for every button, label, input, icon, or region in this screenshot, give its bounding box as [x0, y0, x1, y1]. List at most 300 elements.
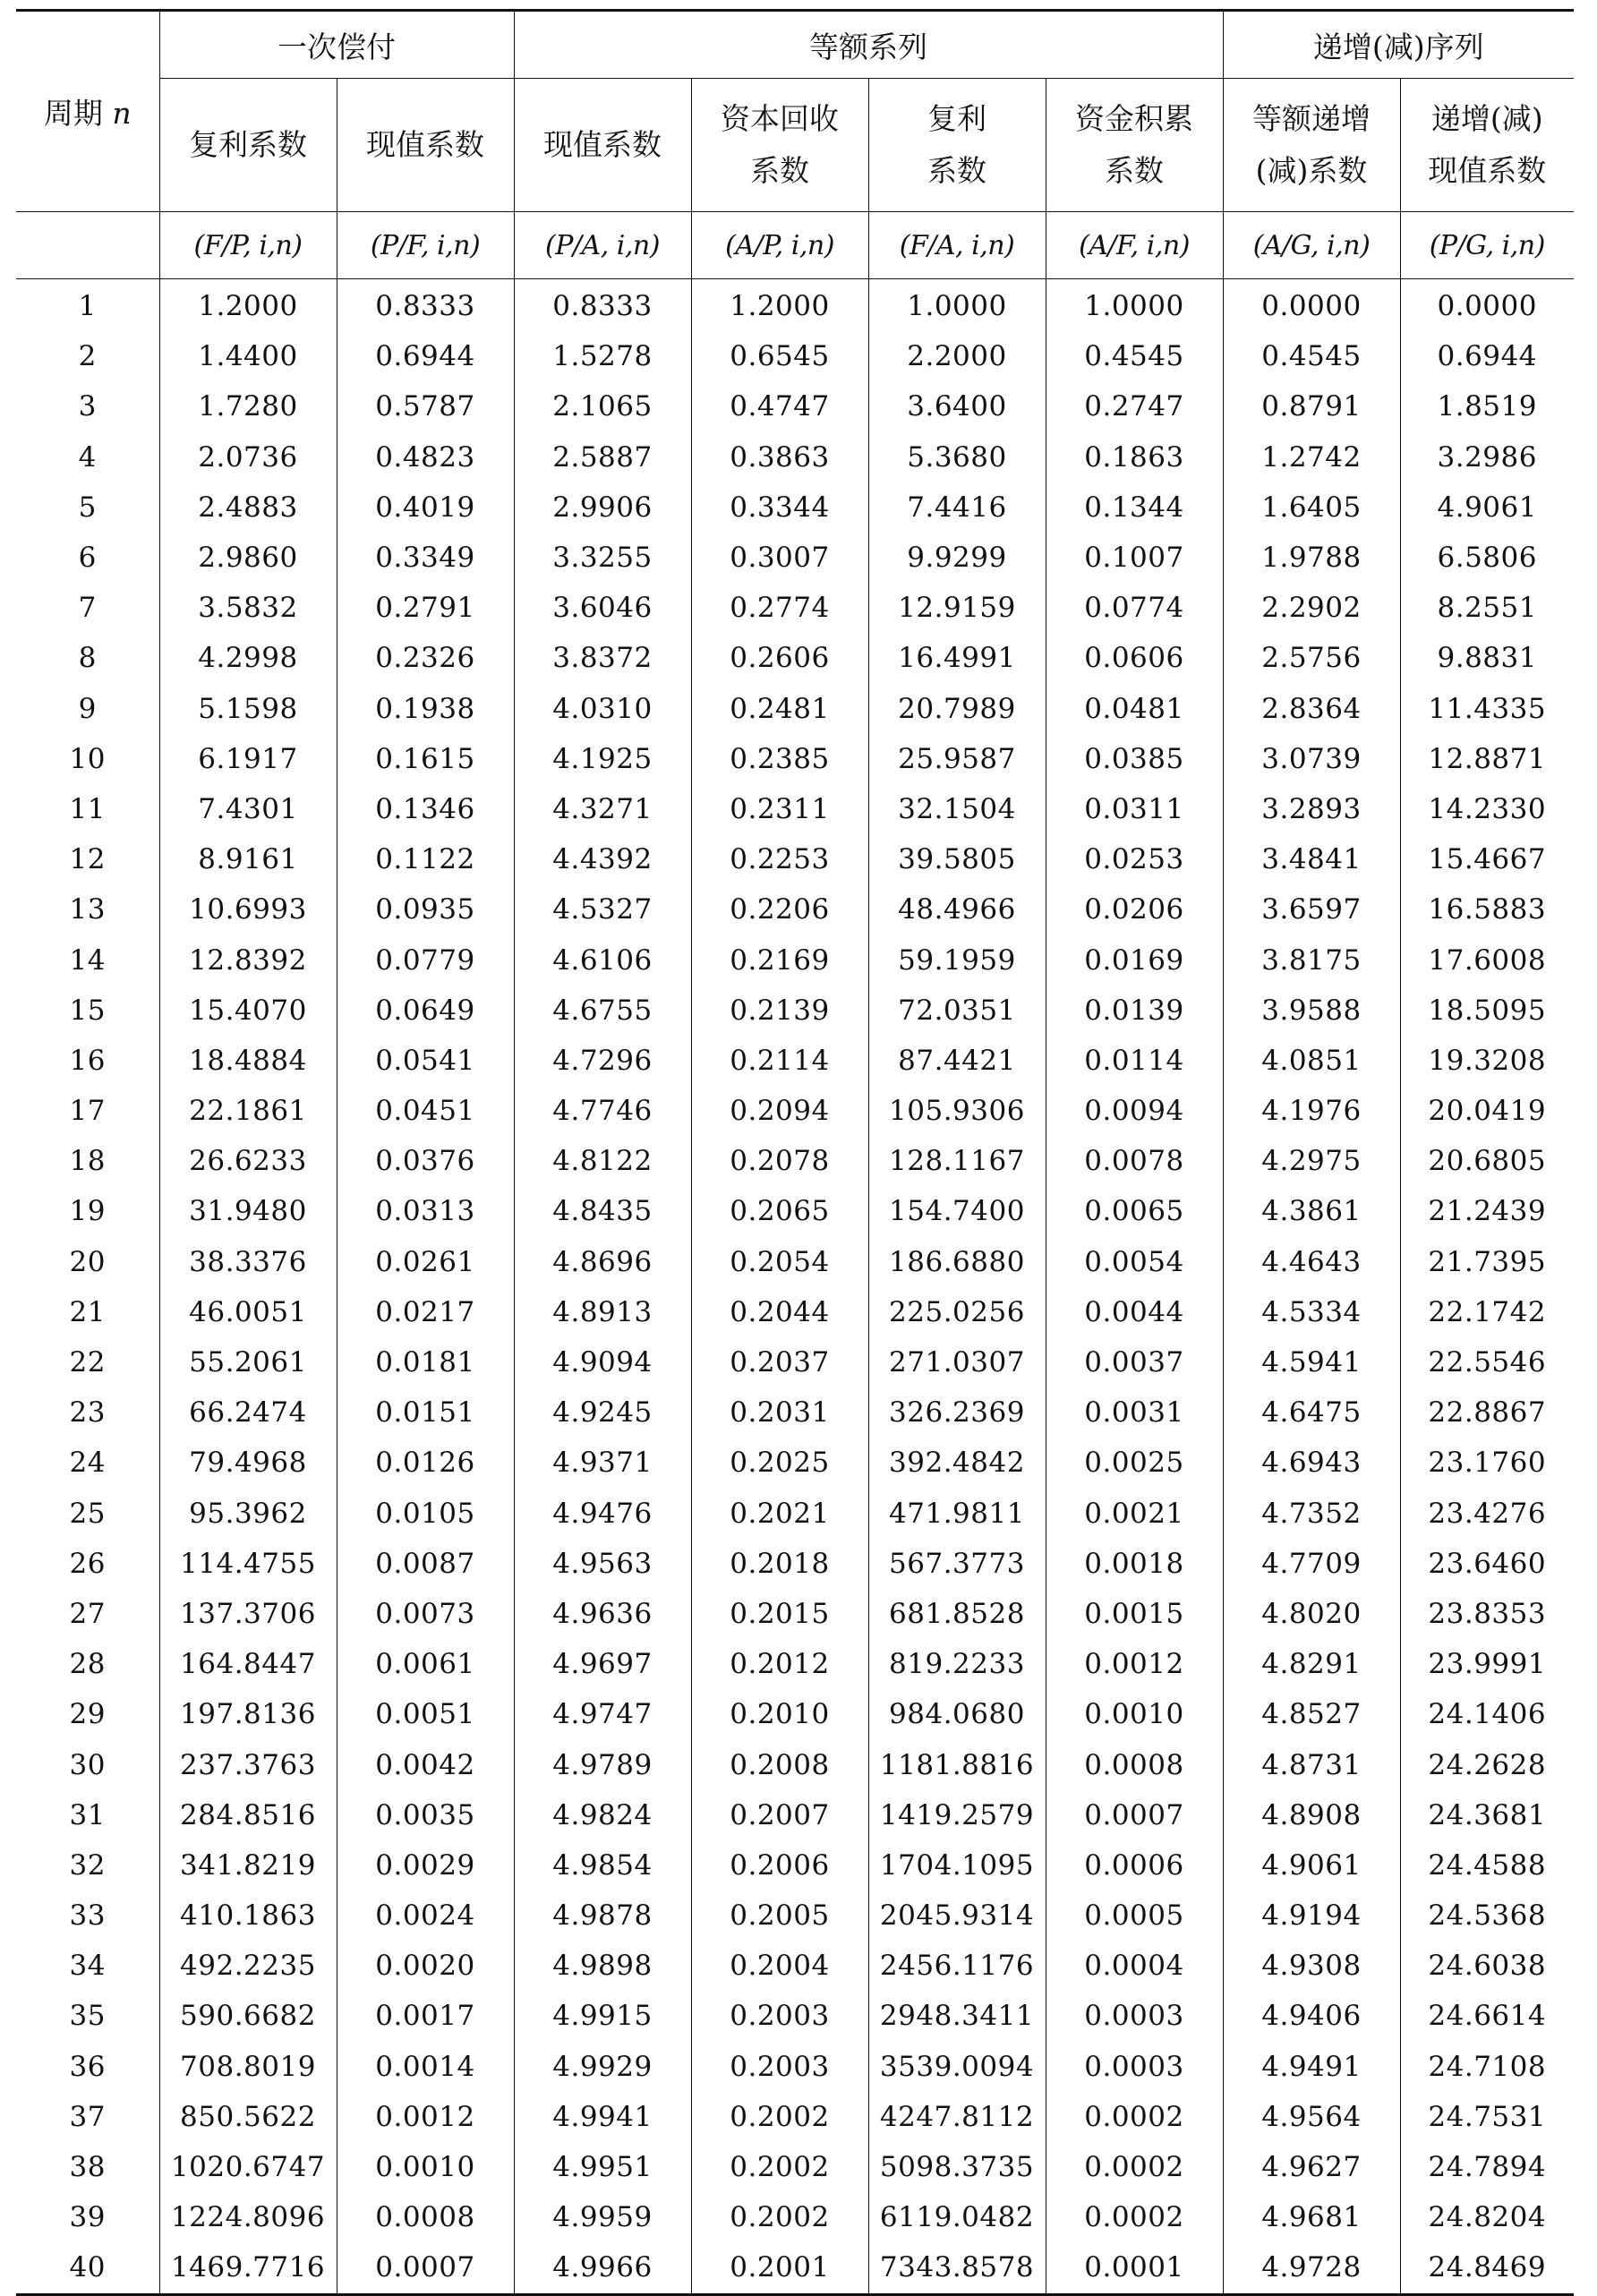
period-cell: 21: [16, 1287, 159, 1337]
factor-value-cell: 0.2094: [691, 1086, 868, 1136]
period-header-label: 周期: [43, 96, 103, 131]
factor-value-cell: 46.0051: [159, 1287, 337, 1337]
factor-value-cell: 4.9491: [1223, 2042, 1400, 2092]
interest-factor-table: [16, 9, 1574, 2296]
factor-value-cell: 0.0311: [1046, 784, 1223, 834]
period-cell: 38: [16, 2142, 159, 2192]
factor-value-cell: 2.9860: [159, 533, 337, 583]
factor-value-cell: 0.0451: [337, 1086, 514, 1136]
period-cell: 19: [16, 1186, 159, 1236]
factor-value-cell: 4.6475: [1223, 1387, 1400, 1438]
factor-value-cell: 850.5622: [159, 2092, 337, 2142]
factor-value-cell: 0.0376: [337, 1136, 514, 1186]
factor-value-cell: 0.0114: [1046, 1036, 1223, 1086]
factor-value-cell: 22.5546: [1400, 1337, 1574, 1387]
factor-value-cell: 4.9061: [1400, 482, 1574, 533]
factor-value-cell: 237.3763: [159, 1739, 337, 1789]
factor-value-cell: 21.2439: [1400, 1186, 1574, 1236]
factor-value-cell: 72.0351: [868, 986, 1046, 1036]
factor-value-cell: 24.3681: [1400, 1790, 1574, 1840]
factor-value-cell: 4247.8112: [868, 2092, 1046, 2142]
factor-value-cell: 18.4884: [159, 1036, 337, 1086]
factor-value-cell: 11.4335: [1400, 684, 1574, 734]
factor-value-cell: 4.9966: [514, 2242, 691, 2294]
factor-value-cell: 0.2001: [691, 2242, 868, 2294]
factor-value-cell: 4.8731: [1223, 1739, 1400, 1789]
period-cell: 7: [16, 583, 159, 633]
period-cell: 18: [16, 1136, 159, 1186]
factor-value-cell: 0.0012: [337, 2092, 514, 2142]
factor-value-cell: 66.2474: [159, 1387, 337, 1438]
factor-value-cell: 225.0256: [868, 1287, 1046, 1337]
factor-value-cell: 7.4416: [868, 482, 1046, 533]
factor-value-cell: 79.4968: [159, 1438, 337, 1488]
column-symbol-header: (F/P, i,n): [159, 212, 337, 279]
factor-value-cell: 0.2003: [691, 2042, 868, 2092]
factor-value-cell: 2456.1176: [868, 1941, 1046, 1991]
column-symbol-header: (A/P, i,n): [691, 212, 868, 279]
factor-value-cell: 0.0253: [1046, 834, 1223, 884]
factor-value-cell: 17.6008: [1400, 935, 1574, 985]
factor-value-cell: 681.8528: [868, 1589, 1046, 1639]
factor-value-cell: 0.0002: [1046, 2192, 1223, 2242]
factor-value-cell: 0.0481: [1046, 684, 1223, 734]
factor-value-cell: 0.0029: [337, 1840, 514, 1891]
factor-value-cell: 0.6944: [1400, 331, 1574, 381]
factor-value-cell: 4.9824: [514, 1790, 691, 1840]
period-cell: 39: [16, 2192, 159, 2242]
factor-value-cell: 1.8519: [1400, 381, 1574, 431]
factor-value-cell: 18.5095: [1400, 986, 1574, 1036]
factor-value-cell: 4.9245: [514, 1387, 691, 1438]
period-cell: 29: [16, 1689, 159, 1739]
factor-value-cell: 0.2007: [691, 1790, 868, 1840]
factor-value-cell: 3.6597: [1223, 884, 1400, 935]
period-cell: 12: [16, 834, 159, 884]
period-cell: 22: [16, 1337, 159, 1387]
factor-value-cell: 0.1344: [1046, 482, 1223, 533]
factor-value-cell: 8.9161: [159, 834, 337, 884]
factor-value-cell: 0.0181: [337, 1337, 514, 1387]
factor-value-cell: 590.6682: [159, 1991, 337, 2041]
column-symbol-header: (F/A, i,n): [868, 212, 1046, 279]
table-row: [16, 734, 1574, 784]
factor-value-cell: 0.0313: [337, 1186, 514, 1236]
factor-value-cell: 2.2902: [1223, 583, 1400, 633]
factor-value-cell: 0.2747: [1046, 381, 1223, 431]
factor-value-cell: 0.0541: [337, 1036, 514, 1086]
factor-value-cell: 197.8136: [159, 1689, 337, 1739]
factor-value-cell: 0.0151: [337, 1387, 514, 1438]
factor-value-cell: 164.8447: [159, 1639, 337, 1689]
factor-value-cell: 4.8122: [514, 1136, 691, 1186]
factor-value-cell: 4.8696: [514, 1237, 691, 1287]
factor-value-cell: 0.2031: [691, 1387, 868, 1438]
factor-value-cell: 4.9878: [514, 1891, 691, 1941]
factor-value-cell: 0.0008: [337, 2192, 514, 2242]
factor-value-cell: 0.0017: [337, 1991, 514, 2041]
factor-value-cell: 4.8020: [1223, 1589, 1400, 1639]
factor-value-cell: 6119.0482: [868, 2192, 1046, 2242]
factor-value-cell: 22.8867: [1400, 1387, 1574, 1438]
period-cell: 16: [16, 1036, 159, 1086]
factor-value-cell: 0.0000: [1223, 279, 1400, 332]
table-row: [16, 1991, 1574, 2041]
factor-value-cell: 4.9627: [1223, 2142, 1400, 2192]
column-name-header: 复利 系数: [868, 79, 1046, 212]
table-row: [16, 986, 1574, 1036]
period-cell: 20: [16, 1237, 159, 1287]
period-cell: 13: [16, 884, 159, 935]
factor-value-cell: 1.7280: [159, 381, 337, 431]
period-cell: 10: [16, 734, 159, 784]
factor-value-cell: 0.2054: [691, 1237, 868, 1287]
column-symbol-header: (P/F, i,n): [337, 212, 514, 279]
factor-value-cell: 0.2012: [691, 1639, 868, 1689]
factor-value-cell: 4.7709: [1223, 1539, 1400, 1589]
factor-value-cell: 0.1346: [337, 784, 514, 834]
factor-value-cell: 114.4755: [159, 1539, 337, 1589]
table-row: [16, 784, 1574, 834]
factor-value-cell: 0.0054: [1046, 1237, 1223, 1287]
factor-value-cell: 4.1976: [1223, 1086, 1400, 1136]
factor-value-cell: 0.0024: [337, 1891, 514, 1941]
table-row: [16, 1387, 1574, 1438]
factor-value-cell: 16.4991: [868, 633, 1046, 683]
factor-value-cell: 22.1742: [1400, 1287, 1574, 1337]
factor-value-cell: 23.4276: [1400, 1489, 1574, 1539]
factor-value-cell: 23.9991: [1400, 1639, 1574, 1689]
factor-value-cell: 1.2742: [1223, 432, 1400, 482]
factor-value-cell: 0.2481: [691, 684, 868, 734]
factor-value-cell: 0.0261: [337, 1237, 514, 1287]
factor-value-cell: 0.0774: [1046, 583, 1223, 633]
period-cell: 5: [16, 482, 159, 533]
table-row: [16, 2192, 1574, 2242]
factor-value-cell: 0.0385: [1046, 734, 1223, 784]
factor-value-cell: 0.0006: [1046, 1840, 1223, 1891]
factor-value-cell: 4.0310: [514, 684, 691, 734]
factor-value-cell: 23.1760: [1400, 1438, 1574, 1488]
group-header-gradient-series: 递增(减)序列: [1223, 11, 1574, 79]
period-cell: 34: [16, 1941, 159, 1991]
factor-value-cell: 1020.6747: [159, 2142, 337, 2192]
factor-value-cell: 0.0037: [1046, 1337, 1223, 1387]
factor-value-cell: 1.5278: [514, 331, 691, 381]
factor-value-cell: 8.2551: [1400, 583, 1574, 633]
table-row: [16, 583, 1574, 633]
factor-value-cell: 23.8353: [1400, 1589, 1574, 1639]
table-row: [16, 279, 1574, 332]
factor-value-cell: 59.1959: [868, 935, 1046, 985]
factor-value-cell: 0.4019: [337, 482, 514, 533]
factor-value-cell: 0.2078: [691, 1136, 868, 1186]
factor-value-cell: 22.1861: [159, 1086, 337, 1136]
factor-value-cell: 0.0206: [1046, 884, 1223, 935]
factor-value-cell: 0.2015: [691, 1589, 868, 1639]
factor-value-cell: 4.9951: [514, 2142, 691, 2192]
factor-value-cell: 2045.9314: [868, 1891, 1046, 1941]
period-cell: 24: [16, 1438, 159, 1488]
factor-value-cell: 19.3208: [1400, 1036, 1574, 1086]
factor-value-cell: 0.0004: [1046, 1941, 1223, 1991]
factor-value-cell: 392.4842: [868, 1438, 1046, 1488]
period-cell: 32: [16, 1840, 159, 1891]
factor-value-cell: 4.4392: [514, 834, 691, 884]
factor-value-cell: 0.2002: [691, 2142, 868, 2192]
factor-value-cell: 137.3706: [159, 1589, 337, 1639]
factor-value-cell: 0.0001: [1046, 2242, 1223, 2294]
factor-value-cell: 0.0126: [337, 1438, 514, 1488]
factor-value-cell: 0.2253: [691, 834, 868, 884]
factor-value-cell: 0.6944: [337, 331, 514, 381]
factor-value-cell: 2.5756: [1223, 633, 1400, 683]
period-cell: 33: [16, 1891, 159, 1941]
factor-value-cell: 2.0736: [159, 432, 337, 482]
table-row: [16, 1186, 1574, 1236]
factor-value-cell: 0.0000: [1400, 279, 1574, 332]
factor-value-cell: 0.2005: [691, 1891, 868, 1941]
factor-value-cell: 24.4588: [1400, 1840, 1574, 1891]
table-row: [16, 533, 1574, 583]
group-header-single-payment: 一次偿付: [159, 11, 514, 79]
table-row: [16, 1689, 1574, 1739]
factor-value-cell: 4.8913: [514, 1287, 691, 1337]
column-name-header: 现值系数: [514, 79, 691, 212]
factor-value-cell: 2.9906: [514, 482, 691, 533]
factor-value-cell: 3.3255: [514, 533, 691, 583]
period-cell: 30: [16, 1739, 159, 1789]
factor-value-cell: 0.2606: [691, 633, 868, 683]
factor-value-cell: 24.5368: [1400, 1891, 1574, 1941]
factor-value-cell: 31.9480: [159, 1186, 337, 1236]
factor-value-cell: 4.9915: [514, 1991, 691, 2041]
factor-value-cell: 186.6880: [868, 1237, 1046, 1287]
factor-value-cell: 4.9941: [514, 2092, 691, 2142]
table-row: [16, 432, 1574, 482]
factor-value-cell: 87.4421: [868, 1036, 1046, 1086]
factor-value-cell: 1.0000: [1046, 279, 1223, 332]
factor-value-cell: 271.0307: [868, 1337, 1046, 1387]
factor-value-cell: 15.4667: [1400, 834, 1574, 884]
period-cell: 4: [16, 432, 159, 482]
column-symbol-header: (P/A, i,n): [514, 212, 691, 279]
factor-value-cell: 3.6046: [514, 583, 691, 633]
factor-value-cell: 0.0061: [337, 1639, 514, 1689]
factor-value-cell: 0.2139: [691, 986, 868, 1036]
period-cell: 8: [16, 633, 159, 683]
table-row: [16, 884, 1574, 935]
factor-value-cell: 0.1007: [1046, 533, 1223, 583]
factor-value-cell: 24.1406: [1400, 1689, 1574, 1739]
factor-value-cell: 4.6755: [514, 986, 691, 1036]
factor-value-cell: 0.2065: [691, 1186, 868, 1236]
factor-value-cell: 9.9299: [868, 533, 1046, 583]
period-cell: 3: [16, 381, 159, 431]
factor-value-cell: 24.8469: [1400, 2242, 1574, 2294]
factor-value-cell: 26.6233: [159, 1136, 337, 1186]
column-name-header: 资本回收 系数: [691, 79, 868, 212]
period-cell: 28: [16, 1639, 159, 1689]
factor-value-cell: 492.2235: [159, 1941, 337, 1991]
factor-value-cell: 708.8019: [159, 2042, 337, 2092]
factor-value-cell: 24.7108: [1400, 2042, 1574, 2092]
factor-value-cell: 4.5327: [514, 884, 691, 935]
table-row: [16, 1790, 1574, 1840]
factor-value-cell: 4.2998: [159, 633, 337, 683]
factor-value-cell: 3.2986: [1400, 432, 1574, 482]
factor-value-cell: 0.2791: [337, 583, 514, 633]
table-row: [16, 1036, 1574, 1086]
factor-value-cell: 0.0012: [1046, 1639, 1223, 1689]
factor-value-cell: 1.0000: [868, 279, 1046, 332]
factor-value-cell: 0.0002: [1046, 2092, 1223, 2142]
column-name-header: 等额递增 (减)系数: [1223, 79, 1400, 212]
factor-value-cell: 4.8908: [1223, 1790, 1400, 1840]
factor-value-cell: 0.3863: [691, 432, 868, 482]
factor-value-cell: 3.6400: [868, 381, 1046, 431]
factor-value-cell: 4.9636: [514, 1589, 691, 1639]
table-row: [16, 482, 1574, 533]
factor-value-cell: 1181.8816: [868, 1739, 1046, 1789]
period-cell: 25: [16, 1489, 159, 1539]
factor-value-cell: 0.0005: [1046, 1891, 1223, 1941]
column-symbol-header: (P/G, i,n): [1400, 212, 1574, 279]
factor-value-cell: 0.2385: [691, 734, 868, 784]
factor-value-cell: 0.0779: [337, 935, 514, 985]
factor-value-cell: 4.9476: [514, 1489, 691, 1539]
period-variable: n: [112, 96, 132, 131]
factor-value-cell: 7.4301: [159, 784, 337, 834]
factor-value-cell: 0.2003: [691, 1991, 868, 2041]
factor-value-cell: 1.6405: [1223, 482, 1400, 533]
table-row: [16, 834, 1574, 884]
column-name-header: 递增(减) 现值系数: [1400, 79, 1574, 212]
factor-value-cell: 1469.7716: [159, 2242, 337, 2294]
table-row: [16, 1237, 1574, 1287]
factor-value-cell: 4.9929: [514, 2042, 691, 2092]
factor-value-cell: 4.9371: [514, 1438, 691, 1488]
factor-value-cell: 0.0073: [337, 1589, 514, 1639]
factor-value-cell: 1704.1095: [868, 1840, 1046, 1891]
period-symbol-cell: [16, 212, 159, 279]
factor-value-cell: 5.1598: [159, 684, 337, 734]
table-row: [16, 1287, 1574, 1337]
factor-value-cell: 0.0035: [337, 1790, 514, 1840]
factor-value-cell: 0.0169: [1046, 935, 1223, 985]
factor-value-cell: 1.9788: [1223, 533, 1400, 583]
factor-value-cell: 24.6614: [1400, 1991, 1574, 2041]
factor-value-cell: 1.2000: [159, 279, 337, 332]
factor-value-cell: 4.5941: [1223, 1337, 1400, 1387]
factor-value-cell: 0.2010: [691, 1689, 868, 1739]
factor-value-cell: 16.5883: [1400, 884, 1574, 935]
factor-value-cell: 4.8435: [514, 1186, 691, 1236]
factor-value-cell: 0.1863: [1046, 432, 1223, 482]
period-cell: 1: [16, 279, 159, 332]
factor-value-cell: 4.9959: [514, 2192, 691, 2242]
factor-value-cell: 12.8392: [159, 935, 337, 985]
factor-value-cell: 0.0078: [1046, 1136, 1223, 1186]
factor-value-cell: 4.0851: [1223, 1036, 1400, 1086]
factor-value-cell: 4.9697: [514, 1639, 691, 1689]
table-row: [16, 1941, 1574, 1991]
factor-value-cell: 0.2044: [691, 1287, 868, 1337]
table-row: [16, 1639, 1574, 1689]
factor-value-cell: 3539.0094: [868, 2042, 1046, 2092]
factor-value-cell: 0.0105: [337, 1489, 514, 1539]
factor-value-cell: 24.6038: [1400, 1941, 1574, 1991]
factor-value-cell: 4.7296: [514, 1036, 691, 1086]
table-row: [16, 1136, 1574, 1186]
factor-value-cell: 984.0680: [868, 1689, 1046, 1739]
table-body: [16, 279, 1574, 2295]
period-cell: 26: [16, 1539, 159, 1589]
factor-value-cell: 0.2008: [691, 1739, 868, 1789]
factor-value-cell: 2.2000: [868, 331, 1046, 381]
table-row: [16, 2142, 1574, 2192]
factor-value-cell: 3.9588: [1223, 986, 1400, 1036]
column-name-row: [16, 79, 1574, 212]
factor-value-cell: 0.0002: [1046, 2142, 1223, 2192]
factor-value-cell: 6.5806: [1400, 533, 1574, 583]
factor-value-cell: 4.4643: [1223, 1237, 1400, 1287]
column-symbol-row: [16, 212, 1574, 279]
column-symbol-header: (A/F, i,n): [1046, 212, 1223, 279]
factor-value-cell: 4.9061: [1223, 1840, 1400, 1891]
factor-value-cell: 4.2975: [1223, 1136, 1400, 1186]
factor-value-cell: 4.3271: [514, 784, 691, 834]
factor-value-cell: 3.0739: [1223, 734, 1400, 784]
period-header: [16, 11, 159, 212]
factor-value-cell: 5098.3735: [868, 2142, 1046, 2192]
factor-value-cell: 105.9306: [868, 1086, 1046, 1136]
factor-value-cell: 0.0007: [1046, 1790, 1223, 1840]
factor-value-cell: 128.1167: [868, 1136, 1046, 1186]
period-cell: 35: [16, 1991, 159, 2041]
factor-value-cell: 154.7400: [868, 1186, 1046, 1236]
factor-value-cell: 23.6460: [1400, 1539, 1574, 1589]
factor-value-cell: 4.9094: [514, 1337, 691, 1387]
factor-value-cell: 32.1504: [868, 784, 1046, 834]
factor-value-cell: 471.9811: [868, 1489, 1046, 1539]
factor-value-cell: 4.9854: [514, 1840, 691, 1891]
factor-value-cell: 4.9898: [514, 1941, 691, 1991]
factor-value-cell: 20.7989: [868, 684, 1046, 734]
factor-value-cell: 0.0014: [337, 2042, 514, 2092]
factor-value-cell: 2.8364: [1223, 684, 1400, 734]
factor-value-cell: 0.8791: [1223, 381, 1400, 431]
factor-value-cell: 24.8204: [1400, 2192, 1574, 2242]
factor-value-cell: 4.9681: [1223, 2192, 1400, 2242]
period-cell: 11: [16, 784, 159, 834]
factor-value-cell: 0.0003: [1046, 1991, 1223, 2041]
period-cell: 14: [16, 935, 159, 985]
factor-value-cell: 0.0015: [1046, 1589, 1223, 1639]
factor-value-cell: 0.0139: [1046, 986, 1223, 1036]
factor-value-cell: 12.8871: [1400, 734, 1574, 784]
factor-value-cell: 24.7894: [1400, 2142, 1574, 2192]
factor-value-cell: 0.0025: [1046, 1438, 1223, 1488]
table-row: [16, 1840, 1574, 1891]
factor-value-cell: 0.2037: [691, 1337, 868, 1387]
factor-value-cell: 24.2628: [1400, 1739, 1574, 1789]
factor-value-cell: 0.0010: [1046, 1689, 1223, 1739]
factor-value-cell: 2.1065: [514, 381, 691, 431]
factor-value-cell: 4.5334: [1223, 1287, 1400, 1337]
table-row: [16, 1489, 1574, 1539]
factor-value-cell: 0.4747: [691, 381, 868, 431]
